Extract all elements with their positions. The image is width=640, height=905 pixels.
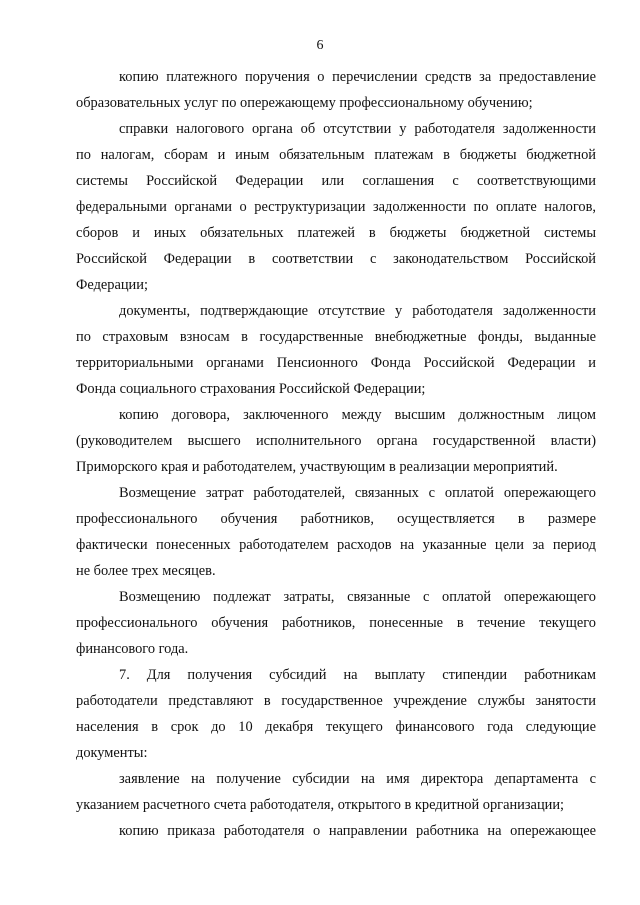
text-line: фактически понесенных работодателем расходов на указанные цели за период (76, 537, 596, 553)
text-line: по страховым взносам в государственные внебюджетные фонды, выданные (76, 329, 596, 345)
paragraph-contract-copy (76, 402, 596, 480)
paragraph-reimbursable-costs (76, 584, 596, 662)
page-number: 6 (316, 38, 324, 53)
paragraph-order-copy (76, 818, 596, 844)
text-line: (руководителем высшего исполнительного органа государственной власти) (76, 433, 596, 449)
paragraph-subsidy-application (76, 766, 596, 818)
text-line: указанием расчетного счета работодателя, открытого в кредитной организации; (76, 797, 565, 813)
text-line: справки налогового органа об отсутствии у работодателя задолженности (119, 121, 596, 137)
text-line: территориальными органами Пенсионного Фонда Российской Федерации и (76, 355, 596, 371)
text-line: Федерации; (76, 277, 148, 293)
text-line: населения в срок до 10 декабря текущего финансового года следующие (76, 719, 596, 735)
paragraph-insurance-documents (76, 298, 596, 402)
paragraph-cost-reimbursement (76, 480, 596, 584)
text-line: профессионального обучения работников, понесенные в течение текущего (76, 615, 596, 631)
text-line: образовательных услуг по опережающему профессиональному обучению; (76, 95, 533, 111)
text-line: 7. Для получения субсидий на выплату стипендии работникам (119, 667, 596, 683)
text-line: сборов и иных обязательных платежей в бюджеты бюджетной системы (76, 225, 596, 241)
text-line: работодатели представляют в государственное учреждение службы занятости (76, 693, 596, 709)
paragraph-item-7 (76, 662, 596, 766)
text-line: федеральными органами о реструктуризации задолженности по оплате налогов, (76, 199, 596, 215)
text-line: заявление на получение субсидии на имя директора департамента с (119, 771, 596, 787)
text-line: Приморского края и работодателем, участвующим в реализации мероприятий. (76, 459, 558, 475)
document-body (76, 64, 596, 844)
text-line: копию договора, заключенного между высшим должностным лицом (119, 407, 596, 423)
text-line: финансового года. (76, 641, 189, 657)
text-line: профессионального обучения работников, осуществляется в размере (76, 511, 596, 527)
text-line: документы, подтверждающие отсутствие у работодателя задолженности (119, 303, 596, 319)
text-line: документы: (76, 745, 148, 761)
text-line: копию платежного поручения о перечислении средств за предоставление (119, 69, 596, 85)
text-line: по налогам, сборам и иным обязательным платежам в бюджеты бюджетной (76, 147, 596, 163)
text-line: Возмещение затрат работодателей, связанных с оплатой опережающего (119, 485, 596, 501)
text-line: Фонда социального страхования Российской Федерации; (76, 381, 426, 397)
text-line: копию приказа работодателя о направлении работника на опережающее (119, 823, 596, 839)
paragraph-tax-certificate (76, 116, 596, 298)
paragraph-payment-order (76, 64, 596, 116)
text-line: Российской Федерации в соответствии с законодательством Российской (76, 251, 596, 267)
text-line: не более трех месяцев. (76, 563, 216, 579)
text-line: системы Российской Федерации или соглашения с соответствующими (76, 173, 596, 189)
text-line: Возмещению подлежат затраты, связанные с оплатой опережающего (119, 589, 596, 605)
